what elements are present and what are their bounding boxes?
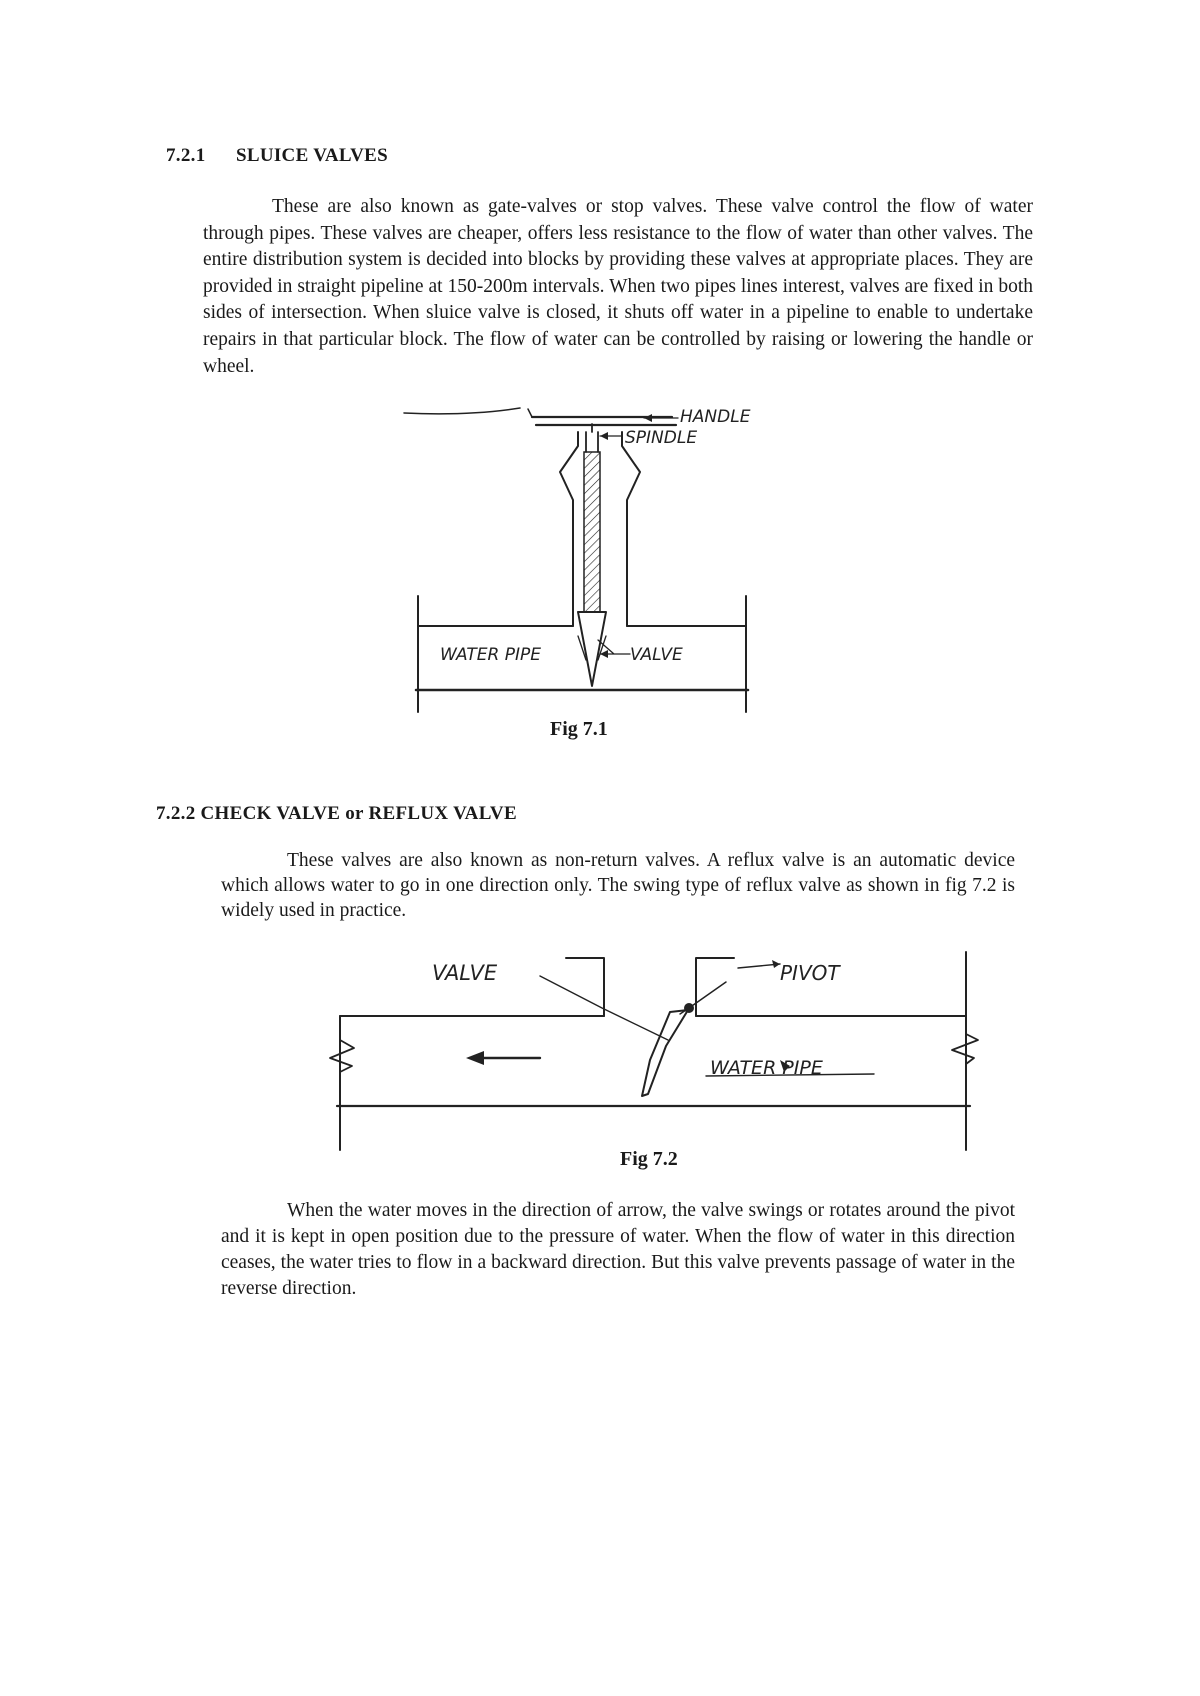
- label-valve: VALVE: [630, 645, 683, 665]
- figure-caption-7-2: Fig 7.2: [620, 1148, 678, 1170]
- section-title: CHECK VALVE or REFLUX VALVE: [200, 803, 517, 824]
- label-water-pipe: WATER PIPE: [710, 1057, 823, 1079]
- label-water-pipe: WATER PIPE: [440, 645, 541, 665]
- check-valve-operation-paragraph: When the water moves in the direction of arrow, the valve swings or rotates around the pivot and it is kept in open position due to the pressure of water. When the flow of water in this direction ceases, the water tries to flow in a backward direction. But this valve prevents passage of water in the reverse direction.: [221, 1200, 1015, 1299]
- section-number: 7.2.1: [166, 145, 206, 166]
- check-valve-paragraph: These valves are also known as non-return valves. A reflux valve is an automatic device which allows water to go in one direction only. The swing type of reflux valve as shown in fig 7.2 is widely used in practice.: [221, 850, 1015, 921]
- flow-arrow-icon: [466, 1051, 540, 1065]
- sluice-valves-paragraph: These are also known as gate-valves or stop valves. These valve control the flow of water through pipes. These valves are cheaper, offers less resistance to the flow of water than other valves. The entire distribution system is decided into blocks by providing these valves at appropriate places. They are provided in straight pipeline at 150-200m intervals. When two pipes lines interest, valves are fixed in both sides of intersection. When sluice valve is closed, it shuts off water in a pipeline to enable to undertake repairs in that particular block. The flow of water can be controlled by raising or lowering the handle or wheel.: [203, 196, 1033, 377]
- label-pivot: PIVOT: [780, 961, 840, 985]
- label-spindle: SPINDLE: [625, 428, 698, 448]
- section-title: SLUICE VALVES: [236, 145, 388, 166]
- label-valve: VALVE: [432, 961, 498, 985]
- section-number: 7.2.2: [156, 803, 196, 824]
- label-handle: HANDLE: [680, 407, 751, 427]
- figure-caption-7-1: Fig 7.1: [550, 718, 608, 740]
